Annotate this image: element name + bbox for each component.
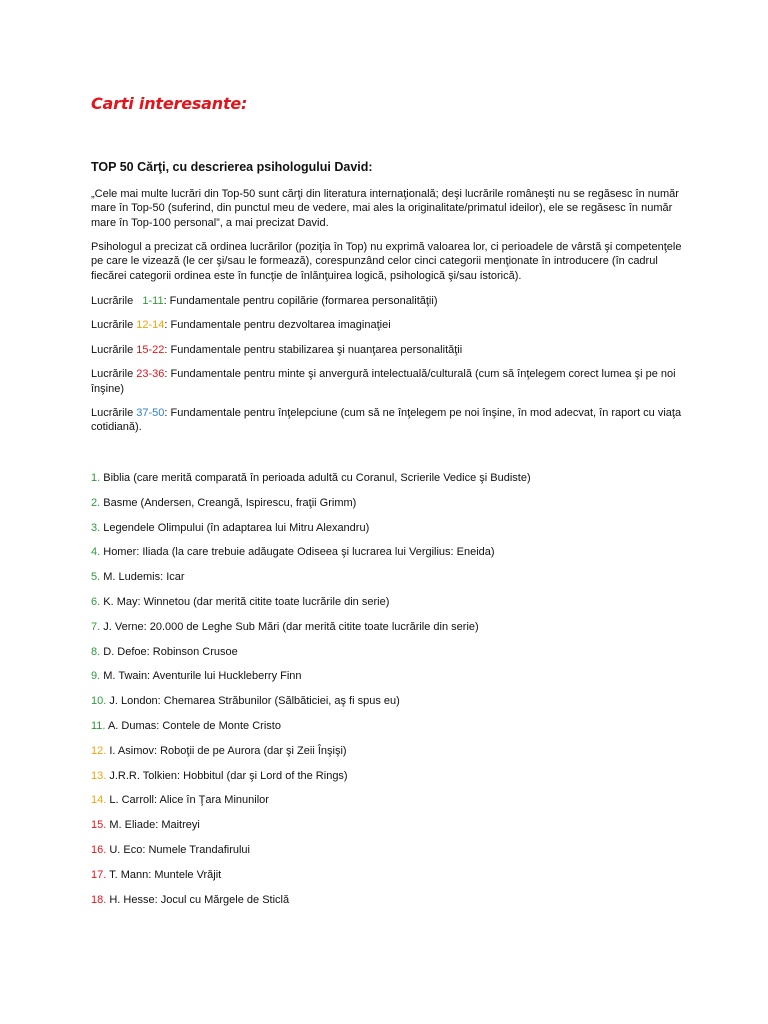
book-number: 5. <box>91 571 101 584</box>
book-title: J. Verne: 20.000 de Leghe Sub Mări (dar merită citite toate lucrările din serie) <box>103 620 479 633</box>
book-list-item <box>91 620 691 645</box>
book-title: Basme (Andersen, Creangă, Ispirescu, fraţii Grimm) <box>103 496 357 509</box>
book-number: 8. <box>91 645 101 658</box>
book-number: 11. <box>91 719 106 732</box>
book-number: 18. <box>91 893 107 906</box>
book-title: I. Asimov: Roboţii de pe Aurora (dar şi Zeii Înşişi) <box>109 744 347 757</box>
category-description: : Fundamentale pentru dezvoltarea imaginaţiei <box>164 319 391 332</box>
category-prefix: Lucrările <box>91 319 137 332</box>
category-description: : Fundamentale pentru înţelepciune (cum să ne înţelegem pe noi înşine, în mod adecvat, în raport cu viaţa cotidiană). <box>91 407 682 434</box>
book-list-item <box>91 818 691 843</box>
category-list <box>91 294 691 445</box>
book-number: 17. <box>91 868 107 881</box>
book-list-item <box>91 645 691 670</box>
book-title: L. Carroll: Alice în Ţara Minunilor <box>109 794 269 807</box>
intro-quote-paragraph: „Cele mai multe lucrări din Top-50 sunt cărţi din literatura internaţională; deşi lucrările româneşti nu se regăsesc în număr mare în Top-50 (suferind, din punctul meu de vedere, mai ales la originalitate/primatul ideilor), ele se regăsesc în număr mare în Top-100 personal”, a mai precizat David. <box>91 188 679 229</box>
book-title: H. Hesse: Jocul cu Mărgele de Sticlă <box>109 893 290 906</box>
book-title: Legendele Olimpului (în adaptarea lui Mitru Alexandru) <box>103 521 370 534</box>
book-list <box>91 471 691 917</box>
book-number: 9. <box>91 670 101 683</box>
category-description: : Fundamentale pentru minte şi anvergură intelectuală/culturală (cum să înţelegem corect lumea şi pe noi înşine) <box>91 368 676 395</box>
book-list-item <box>91 893 691 918</box>
category-range: 23-36 <box>136 368 165 381</box>
category-prefix: Lucrările <box>91 368 137 381</box>
book-list-item <box>91 669 691 694</box>
category-item <box>91 343 691 357</box>
book-title: A. Dumas: Contele de Monte Cristo <box>107 719 281 732</box>
book-title: Homer: Iliada (la care trebuie adăugate Odiseea şi lucrarea lui Vergilius: Eneida) <box>103 546 495 559</box>
book-list-item <box>91 868 691 893</box>
book-number: 2. <box>91 496 101 509</box>
book-number: 13. <box>91 769 107 782</box>
book-list-item <box>91 793 691 818</box>
category-item <box>91 318 691 332</box>
category-prefix: Lucrările <box>91 343 137 356</box>
category-description: : Fundamentale pentru stabilizarea şi nuanţarea personalităţii <box>164 343 463 356</box>
book-list-item <box>91 471 691 496</box>
book-list-item <box>91 769 691 794</box>
book-title: J.R.R. Tolkien: Hobbitul (dar şi Lord of the Rings) <box>109 769 348 782</box>
book-list-item <box>91 843 691 868</box>
article-title: TOP 50 Cărţi, cu descrierea psihologului David: <box>91 160 373 174</box>
book-number: 16. <box>91 843 107 856</box>
ordering-explanation-paragraph: Psihologul a precizat că ordinea lucrărilor (poziţia în Top) nu exprimă valoarea lor, ci perioadele de vârstă şi competenţele pe care le vizează (le cer şi/sau le formează), corespunzând celor cinci categorii menţionate în introducere (în cadrul fiecărei categorii ordinea este în funcţie de înlănţuirea logică, psihologică şi/sau istorică). <box>91 241 682 282</box>
book-list-item <box>91 570 691 595</box>
book-title: D. Defoe: Robinson Crusoe <box>103 645 238 658</box>
book-title: T. Mann: Muntele Vrăjit <box>109 868 222 881</box>
book-list-item <box>91 545 691 570</box>
book-number: 1. <box>91 472 101 484</box>
book-list-item <box>91 744 691 769</box>
category-prefix: Lucrările <box>91 407 137 420</box>
category-range: 12-14 <box>136 319 165 332</box>
book-title: J. London: Chemarea Străbunilor (Sălbăticiei, aş fi spus eu) <box>109 695 400 708</box>
category-description: : Fundamentale pentru copilărie (formarea personalităţii) <box>163 295 438 307</box>
book-number: 7. <box>91 620 101 633</box>
category-prefix: Lucrările <box>91 295 143 307</box>
category-range: 15-22 <box>136 343 165 356</box>
book-number: 3. <box>91 521 101 534</box>
book-title: M. Eliade: Maitreyi <box>109 819 200 832</box>
book-list-item <box>91 694 691 719</box>
book-list-item <box>91 521 691 546</box>
book-list-item <box>91 595 691 620</box>
category-range: 37-50 <box>136 407 165 420</box>
category-item <box>91 294 691 308</box>
book-number: 4. <box>91 546 101 559</box>
book-title: K. May: Winnetou (dar merită citite toate lucrările din serie) <box>103 595 390 608</box>
book-number: 15. <box>91 819 107 832</box>
category-range: 1-11 <box>142 295 164 307</box>
book-title: M. Twain: Aventurile lui Huckleberry Finn <box>103 670 302 683</box>
book-title: Biblia (care merită comparată în perioada adultă cu Coranul, Scrierile Vedice şi Budiste) <box>103 472 531 484</box>
book-number: 6. <box>91 595 101 608</box>
book-title: M. Ludemis: Icar <box>103 571 185 584</box>
section-heading: Carti interesante: <box>91 94 248 113</box>
book-list-item <box>91 496 691 521</box>
book-list-item <box>91 719 691 744</box>
book-number: 12. <box>91 744 107 757</box>
book-number: 10. <box>91 695 107 708</box>
book-number: 14. <box>91 794 107 807</box>
category-item <box>91 406 691 435</box>
category-item <box>91 367 691 396</box>
book-title: U. Eco: Numele Trandafirului <box>109 843 250 856</box>
